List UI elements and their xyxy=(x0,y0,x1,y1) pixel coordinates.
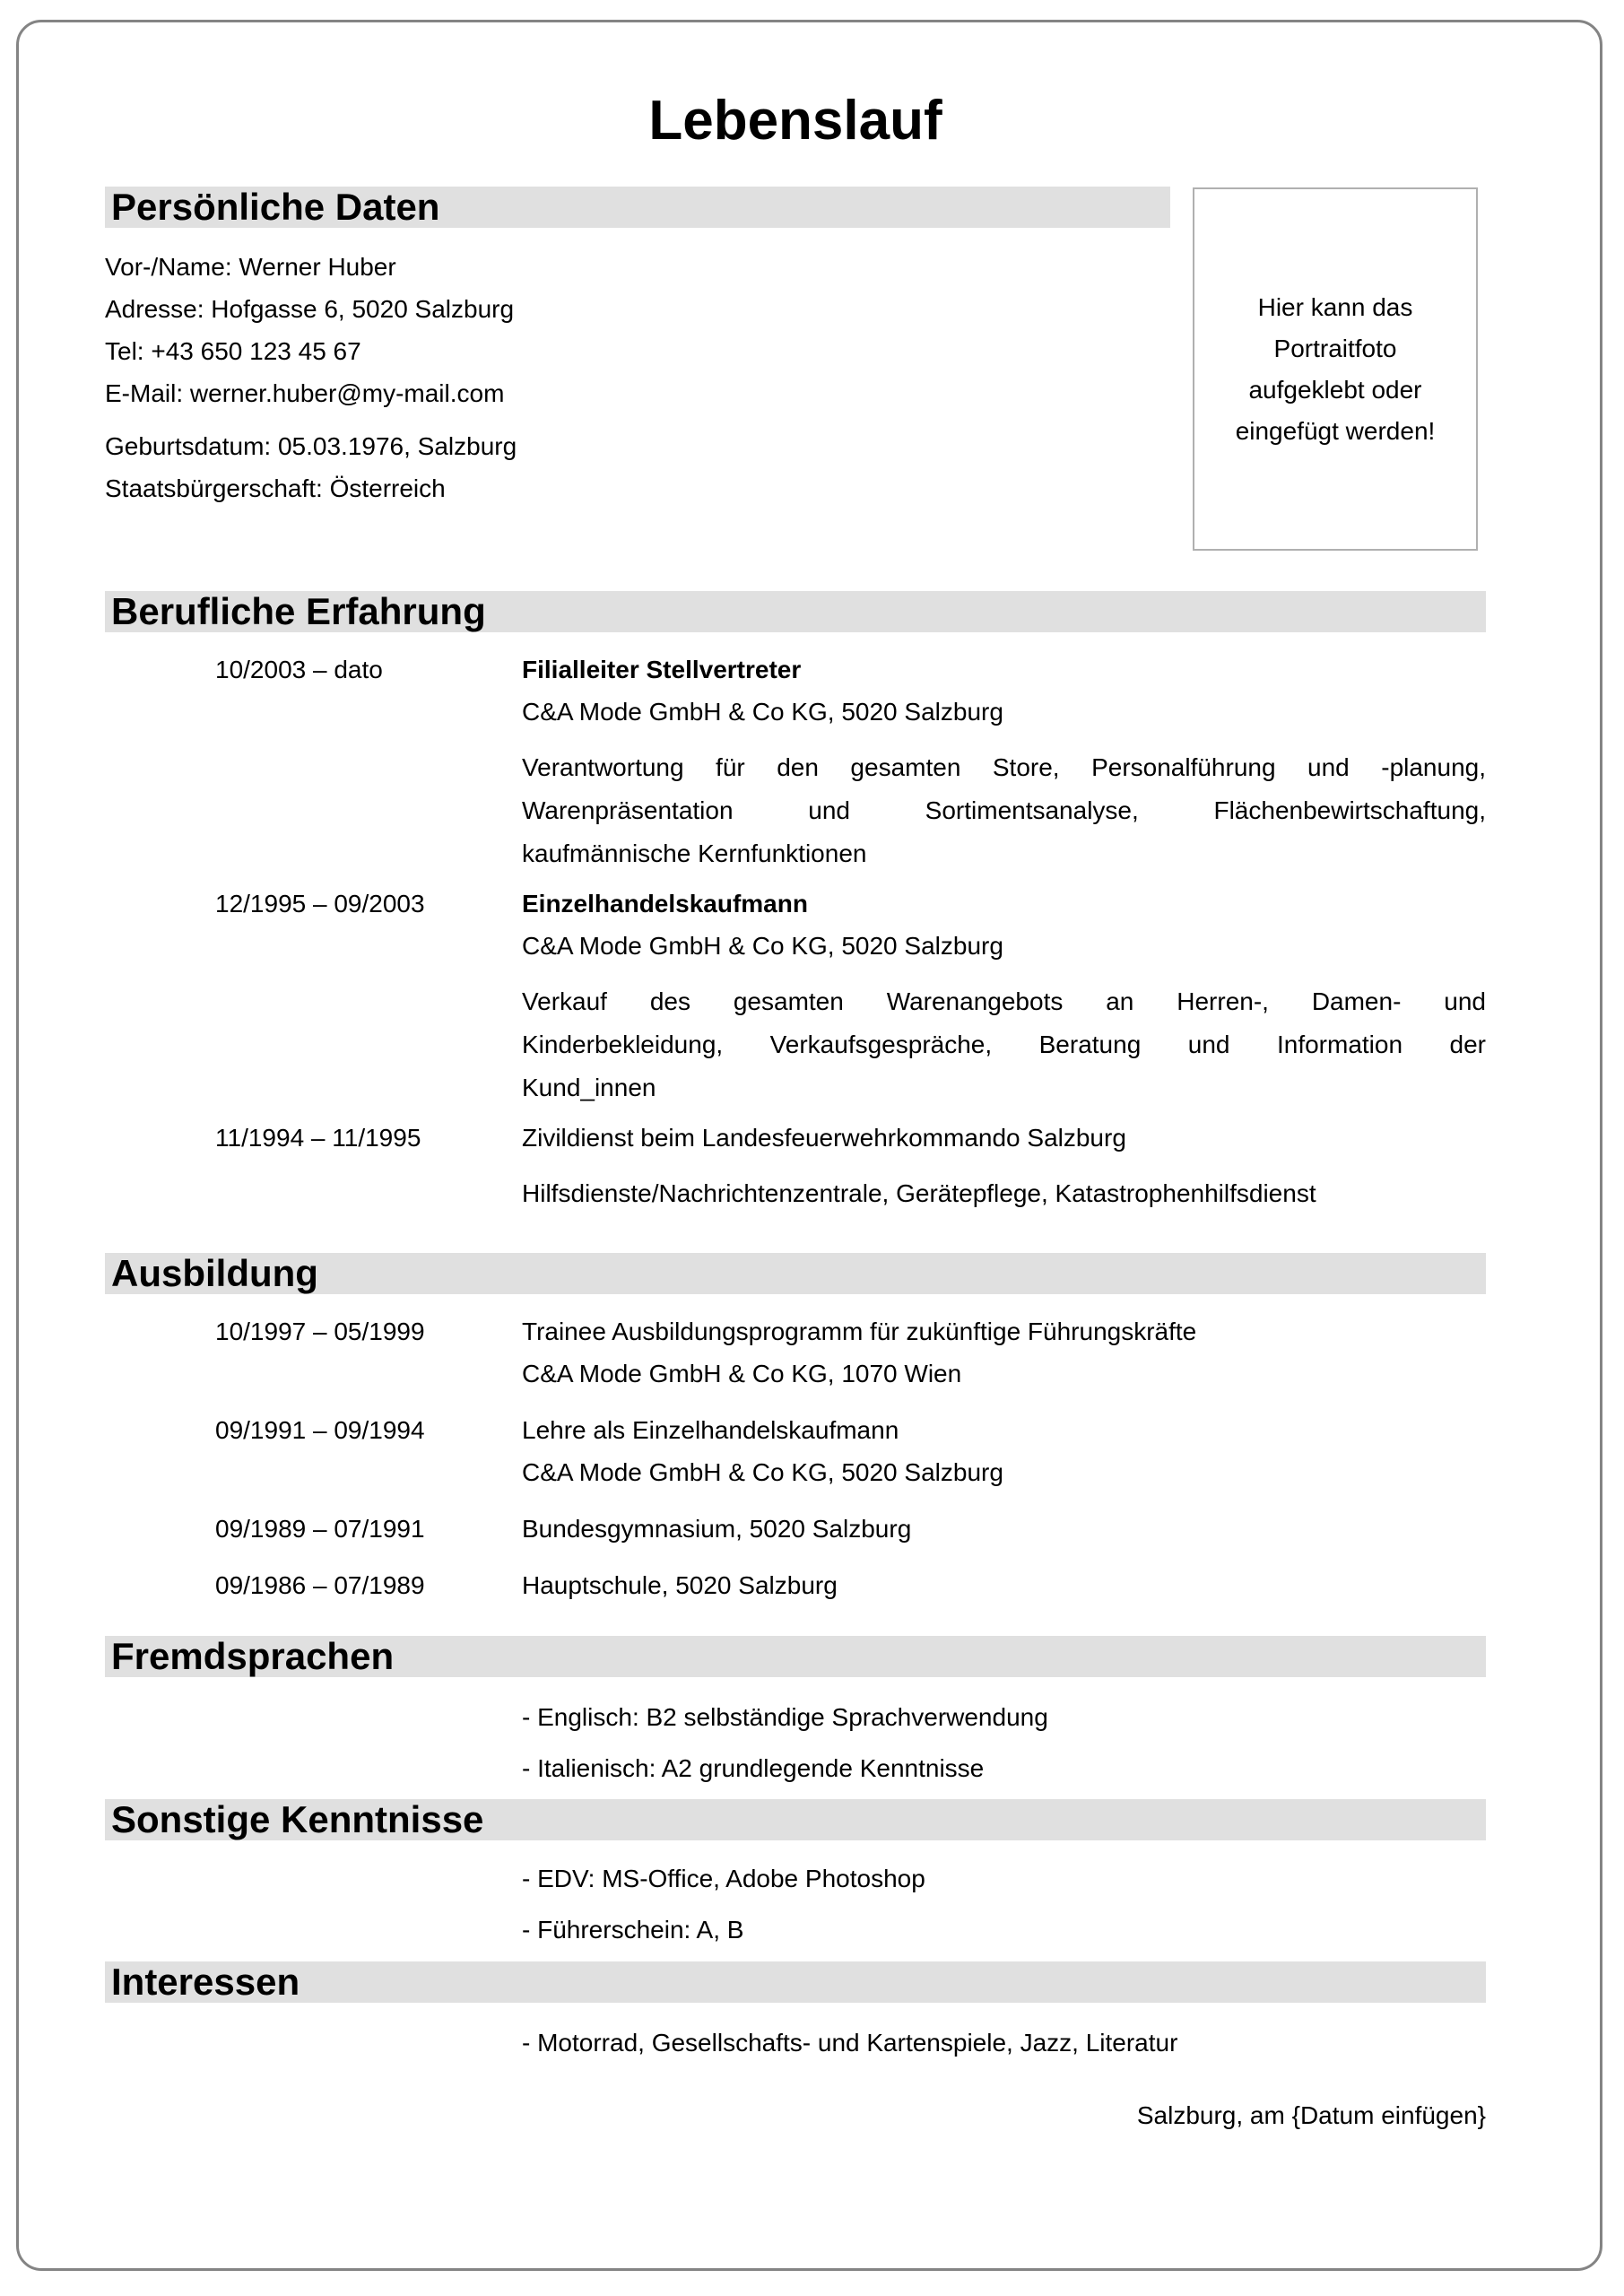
experience-employer: C&A Mode GmbH & Co KG, 5020 Salzburg xyxy=(522,698,1003,726)
experience-job-title: Zivildienst beim Landesfeuerwehrkommando Salzburg xyxy=(522,1124,1126,1152)
experience-date: 12/1995 – 09/2003 xyxy=(215,890,425,918)
signature-line: Salzburg, am {Datum einfügen} xyxy=(1136,2101,1486,2129)
section-header-interests: Interessen xyxy=(105,1961,1486,2003)
education-date: 09/1986 – 07/1989 xyxy=(215,1571,425,1599)
personal-data-block xyxy=(105,246,1486,414)
education-date: 09/1991 – 09/1994 xyxy=(215,1416,425,1444)
education-program: Lehre als Einzelhandelskaufmann xyxy=(522,1416,899,1444)
personal-email-line: E-Mail: werner.huber@my-mail.com xyxy=(105,379,505,407)
skills-list xyxy=(522,1857,1486,1951)
personal-phone-line: Tel: +43 650 123 45 67 xyxy=(105,337,361,365)
experience-content xyxy=(522,883,1486,1109)
experience-content xyxy=(522,648,1486,875)
education-institution: C&A Mode GmbH & Co KG, 5020 Salzburg xyxy=(522,1458,1003,1486)
section-header-personal-data: Persönliche Daten xyxy=(105,187,1170,228)
education-row xyxy=(105,1409,1486,1493)
experience-description-line: Hilfsdienste/Nachrichtenzentrale, Gerätepflege, Katastrophenhilfsdienst xyxy=(522,1179,1316,1207)
experience-description xyxy=(522,746,1486,875)
languages-list xyxy=(522,1696,1486,1789)
education-content xyxy=(522,1564,1486,1606)
experience-row xyxy=(105,1117,1486,1215)
photo-placeholder-line: Portraitfoto xyxy=(1273,334,1397,362)
education-content xyxy=(522,1409,1486,1493)
experience-description-line: Kinderbekleidung, Verkaufsgespräche, Beratung und Information der xyxy=(522,1031,1486,1058)
education-date: 10/1997 – 05/1999 xyxy=(215,1318,425,1345)
section-header-languages: Fremdsprachen xyxy=(105,1636,1486,1677)
experience-content xyxy=(522,1117,1486,1215)
language-item: - Englisch: B2 selbständige Sprachverwendung xyxy=(522,1703,1048,1731)
section-header-other-skills: Sonstige Kenntnisse xyxy=(105,1799,1486,1840)
personal-birthdate-line: Geburtsdatum: 05.03.1976, Salzburg xyxy=(105,432,517,460)
personal-citizenship-line: Staatsbürgerschaft: Österreich xyxy=(105,474,446,502)
education-program: Bundesgymnasium, 5020 Salzburg xyxy=(522,1515,912,1543)
education-content xyxy=(522,1508,1486,1550)
experience-row xyxy=(105,883,1486,1109)
page-title: Lebenslauf xyxy=(648,90,942,152)
education-content xyxy=(522,1310,1486,1395)
education-program: Hauptschule, 5020 Salzburg xyxy=(522,1571,838,1599)
education-row xyxy=(105,1564,1486,1606)
experience-description xyxy=(522,980,1486,1109)
section-header-work-experience: Berufliche Erfahrung xyxy=(105,591,1486,632)
experience-row xyxy=(105,648,1486,875)
experience-employer: C&A Mode GmbH & Co KG, 5020 Salzburg xyxy=(522,932,1003,960)
photo-placeholder-line: eingefügt werden! xyxy=(1235,416,1436,445)
photo-placeholder-line: Hier kann das xyxy=(1257,292,1413,321)
photo-placeholder-line: aufgeklebt oder xyxy=(1248,375,1422,404)
experience-description-line: kaufmännische Kernfunktionen xyxy=(522,839,867,867)
interests-list xyxy=(522,2022,1486,2064)
personal-data-block-2 xyxy=(105,425,1486,509)
language-item: - Italienisch: A2 grundlegende Kenntnisse xyxy=(522,1754,985,1782)
experience-description-line: Verantwortung für den gesamten Store, Personalführung und -planung, xyxy=(522,753,1486,781)
section-header-education: Ausbildung xyxy=(105,1253,1486,1294)
personal-name-line: Vor-/Name: Werner Huber xyxy=(105,253,396,281)
experience-date: 10/2003 – dato xyxy=(215,656,383,683)
experience-job-title: Einzelhandelskaufmann xyxy=(522,890,808,918)
experience-description xyxy=(522,1172,1486,1215)
experience-description-line: Verkauf des gesamten Warenangebots an Herren-, Damen- und xyxy=(522,987,1486,1015)
interest-item: - Motorrad, Gesellschafts- und Kartenspiele, Jazz, Literatur xyxy=(522,2029,1178,2057)
cv-document xyxy=(105,0,1486,2136)
skill-item: - Führerschein: A, B xyxy=(522,1916,744,1944)
experience-description-line: Warenpräsentation und Sortimentsanalyse, Flächenbewirtschaftung, xyxy=(522,796,1486,824)
education-date: 09/1989 – 07/1991 xyxy=(215,1515,425,1543)
experience-description-line: Kund_innen xyxy=(522,1074,656,1101)
personal-address-line: Adresse: Hofgasse 6, 5020 Salzburg xyxy=(105,295,515,323)
skill-item: - EDV: MS-Office, Adobe Photoshop xyxy=(522,1865,925,1892)
education-row xyxy=(105,1310,1486,1395)
education-institution: C&A Mode GmbH & Co KG, 1070 Wien xyxy=(522,1360,962,1387)
education-program: Trainee Ausbildungsprogramm für zukünftige Führungskräfte xyxy=(522,1318,1197,1345)
experience-date: 11/1994 – 11/1995 xyxy=(215,1124,421,1152)
education-row xyxy=(105,1508,1486,1550)
experience-job-title: Filialleiter Stellvertreter xyxy=(522,656,802,683)
